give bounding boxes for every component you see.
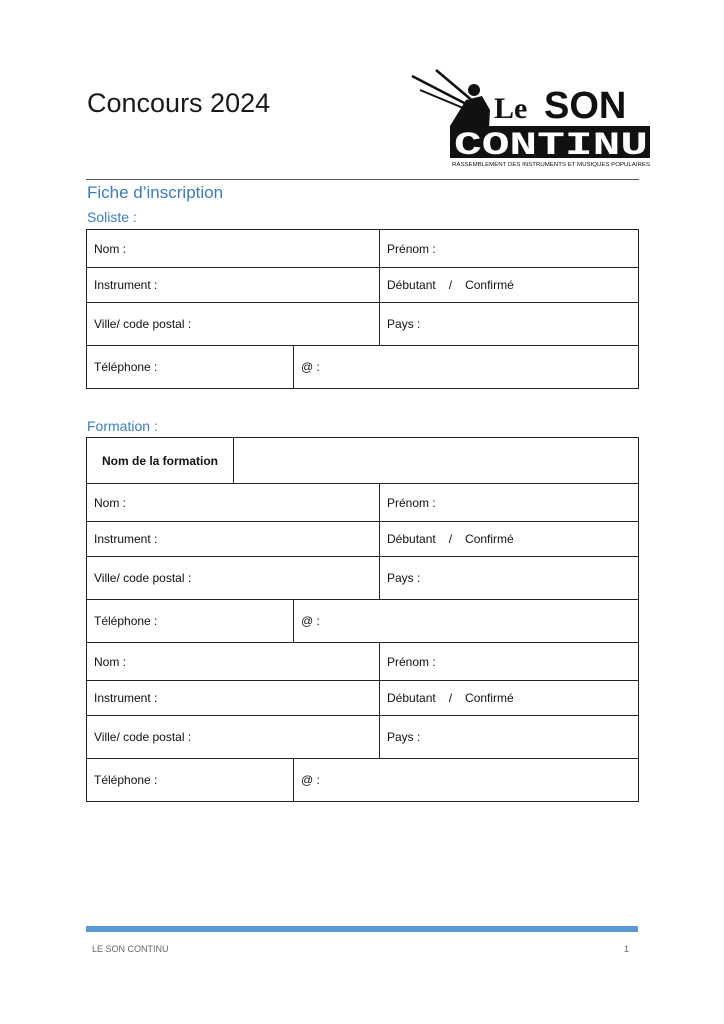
footer-bar	[86, 926, 638, 932]
instrument-field[interactable]: Instrument :	[87, 268, 380, 303]
svg-text:Le: Le	[494, 92, 528, 125]
instrument-field[interactable]: Instrument :	[87, 522, 380, 557]
table-row	[87, 557, 639, 600]
table-row	[87, 268, 639, 303]
debutant-option[interactable]: Débutant	[387, 691, 436, 705]
pays-field[interactable]: Pays :	[380, 303, 639, 346]
prenom-field[interactable]: Prénom :	[380, 643, 639, 681]
soliste-heading: Soliste :	[87, 209, 137, 225]
pays-field[interactable]: Pays :	[380, 716, 639, 759]
table-row	[87, 230, 639, 268]
formation-heading: Formation :	[87, 418, 158, 434]
svg-text:RASSEMBLEMENT DES INSTRUMENTS: RASSEMBLEMENT DES INSTRUMENTS ET MUSIQUES POPULAIRES	[452, 162, 651, 168]
svg-text:SON: SON	[544, 85, 627, 127]
nom-field[interactable]: Nom :	[87, 484, 380, 522]
table-row	[87, 759, 639, 802]
prenom-field[interactable]: Prénom :	[380, 230, 639, 268]
telephone-field[interactable]: Téléphone :	[87, 346, 294, 389]
table-row	[87, 303, 639, 346]
debutant-option[interactable]: Débutant	[387, 278, 436, 292]
page-title: Concours 2024	[87, 88, 271, 118]
table-row	[87, 600, 639, 643]
logo	[410, 66, 655, 170]
nom-field[interactable]: Nom :	[87, 643, 380, 681]
soliste-table	[86, 229, 639, 389]
table-row	[87, 681, 639, 716]
instrument-field[interactable]: Instrument :	[87, 681, 380, 716]
prenom-field[interactable]: Prénom :	[380, 484, 639, 522]
level-field[interactable]: Débutant / Confirmé	[380, 522, 639, 557]
email-field[interactable]: @ :	[294, 346, 639, 389]
pays-field[interactable]: Pays :	[380, 557, 639, 600]
email-field[interactable]: @ :	[294, 600, 639, 643]
level-field[interactable]: Débutant / Confirmé	[380, 681, 639, 716]
ville-field[interactable]: Ville/ code postal :	[87, 557, 380, 600]
table-row	[87, 484, 639, 522]
table-row	[87, 438, 639, 484]
header-rule	[86, 179, 639, 180]
email-field[interactable]: @ :	[294, 759, 639, 802]
confirme-option[interactable]: Confirmé	[465, 532, 514, 546]
telephone-field[interactable]: Téléphone :	[87, 759, 294, 802]
confirme-option[interactable]: Confirmé	[465, 691, 514, 705]
ville-field[interactable]: Ville/ code postal :	[87, 716, 380, 759]
footer-org-name: LE SON CONTINU	[92, 944, 169, 954]
table-row	[87, 346, 639, 389]
page-number: 1	[624, 944, 630, 954]
debutant-option[interactable]: Débutant	[387, 532, 436, 546]
table-row	[87, 716, 639, 759]
table-row	[87, 522, 639, 557]
section-title: Fiche d’inscription	[87, 183, 224, 202]
ville-field[interactable]: Ville/ code postal :	[87, 303, 380, 346]
formation-name-label: Nom de la formation	[87, 438, 234, 484]
svg-text:CONTINU: CONTINU	[454, 127, 648, 164]
nom-field[interactable]: Nom :	[87, 230, 380, 268]
confirme-option[interactable]: Confirmé	[465, 278, 514, 292]
formation-name-input[interactable]	[234, 438, 639, 484]
telephone-field[interactable]: Téléphone :	[87, 600, 294, 643]
formation-table	[86, 437, 639, 802]
level-field[interactable]: Débutant / Confirmé	[380, 268, 639, 303]
table-row	[87, 643, 639, 681]
